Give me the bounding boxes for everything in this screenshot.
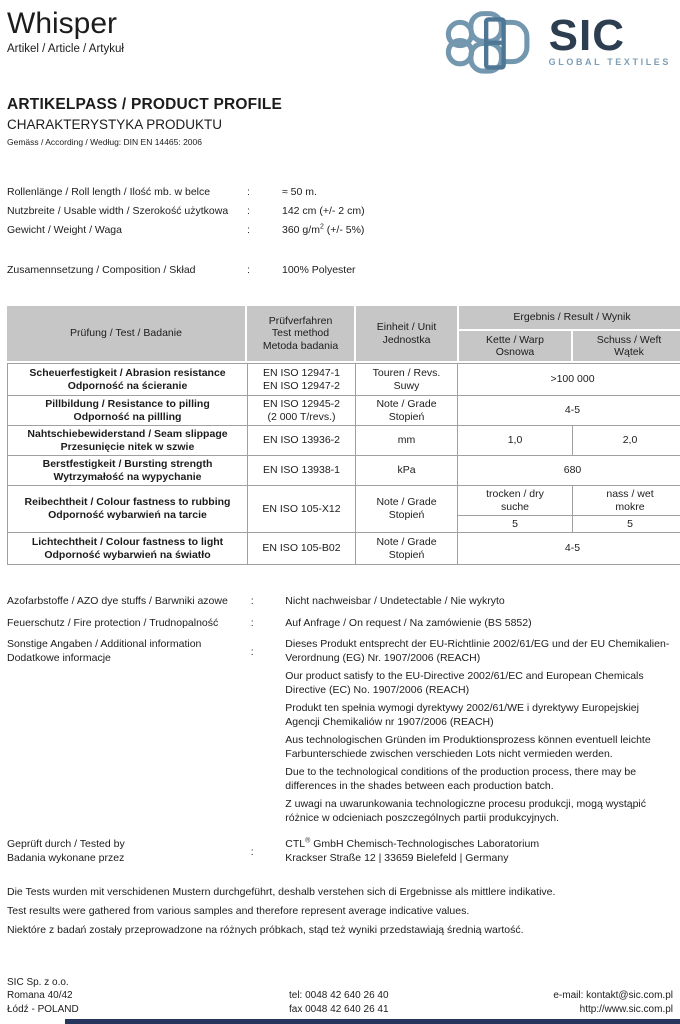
- page-footer: [7, 976, 673, 1017]
- specs-section: [7, 183, 673, 280]
- cell-method: EN ISO 12945-2 (2 000 T/revs.): [248, 396, 356, 426]
- header-cell-weft: Schuss / Weft Wątek: [573, 331, 680, 361]
- cell-test: Reibechtheit / Colour fastness to rubbing Odporność wybarwień na tarcie: [8, 486, 248, 533]
- product-header: [7, 8, 124, 55]
- spec-label: Zusamennsetzung / Composition / Skład: [7, 264, 196, 276]
- spec-label: Nutzbreite / Usable width / Szerokość użytkowa: [7, 205, 229, 217]
- results-table: [7, 306, 673, 565]
- spec-value: 100% Polyester: [282, 264, 356, 276]
- web-contacts: e-mail: kontakt@sic.com.pl http://www.sic.com.pl: [553, 990, 673, 1015]
- cell-result: >100 000: [458, 364, 680, 396]
- detail-label: Feuerschutz / Fire protection / Trudnopalność: [7, 616, 219, 629]
- cell-method: EN ISO 12947-1 EN ISO 12947-2: [248, 364, 356, 396]
- spec-colon: :: [247, 224, 250, 236]
- logo-tagline: GLOBAL TEXTILES: [548, 57, 671, 68]
- spec-label: Gewicht / Weight / Waga: [7, 224, 122, 236]
- header-cell-warp: Kette / Warp Osnowa: [459, 331, 571, 361]
- standard-note: Gemäss / According / Według: DIN EN 14465: 2006: [7, 137, 202, 147]
- header-cell-test: Prüfung / Test / Badanie: [7, 306, 245, 361]
- detail-row-tested-by: [7, 838, 673, 865]
- table-row-rubbing: [8, 486, 680, 516]
- cell-unit: kPa: [356, 456, 458, 486]
- table-row-abrasion: [8, 364, 680, 396]
- cell-result-weft: 5: [573, 516, 680, 533]
- sic-logo-icon: [444, 10, 540, 74]
- cell-result: 4-5: [458, 396, 680, 426]
- cell-result: 680: [458, 456, 680, 486]
- page-header: [7, 8, 673, 74]
- detail-colon: :: [250, 595, 254, 607]
- spec-colon: :: [247, 264, 250, 276]
- spec-colon: :: [247, 186, 250, 198]
- detail-value: Auf Anfrage / On request / Na zamówienie (BS 5852): [285, 616, 532, 629]
- detail-colon: :: [250, 646, 254, 658]
- cell-method: EN ISO 105-X12: [248, 486, 356, 533]
- detail-value: Nicht nachweisbar / Undetectable / Nie wykryto: [285, 595, 505, 607]
- title-block: [7, 96, 673, 147]
- table-header: [7, 306, 673, 361]
- cell-condition-weft: nass / wet mokre: [573, 486, 680, 516]
- detail-colon: :: [250, 846, 254, 858]
- phone-numbers: tel: 0048 42 640 26 40 fax 0048 42 640 26 41: [289, 990, 389, 1015]
- spec-row-usable-width: [7, 202, 673, 221]
- header-cell-unit: Einheit / Unit Jednostka: [356, 306, 457, 361]
- details-section: [7, 595, 673, 865]
- logo-text: [548, 10, 671, 68]
- spec-row-weight: [7, 221, 673, 240]
- detail-value: Dieses Produkt entsprecht der EU-Richtlinie 2002/61/EG und der EU Chemikalien-Verordnung (EG) Nr. 1907/2006 (REACH) Our product satisfy to the EU-Directive 2002/61/EC and European Chemicals Directive (EC) No. 1907/2006 (REACH) Produkt ten spełnia wymogi dyrektywy 2002/61/WE i dyrektywy Europejskiej Agencji Chemikaliów nr 1907/2006 (REACH) Aus technologischen Gründen im Produktionsprozess können eventuell leichte Farbunterschiede zwischen verschieden Lots nicht vermieden werden. Due to the technological conditions of the production process, there may be differences in the shades between each production batch. Z uwagi na uwarunkowania technologiczne procesu produkcji, mogą wystąpić różnice w odcieniach poszczególnych partii produkcyjnych.: [285, 638, 670, 824]
- results-table-body: [7, 363, 680, 565]
- detail-row-azo: [7, 595, 673, 609]
- table-row-light: [8, 533, 680, 565]
- spec-value: ≈ 50 m.: [282, 186, 317, 198]
- cell-result-warp: 5: [458, 516, 573, 533]
- cell-unit: Note / Grade Stopień: [356, 533, 458, 565]
- spec-row-composition: [7, 261, 673, 280]
- cell-unit: Note / Grade Stopień: [356, 396, 458, 426]
- cell-result: 4-5: [458, 533, 680, 565]
- cell-result-weft: 2,0: [573, 426, 680, 456]
- company-logo: [444, 10, 671, 74]
- cell-unit: mm: [356, 426, 458, 456]
- cell-unit: Note / Grade Stopień: [356, 486, 458, 533]
- spec-row-roll-length: [7, 183, 673, 202]
- detail-label: Sonstige Angaben / Additional information Dodatkowe informacje: [7, 638, 202, 664]
- product-name: Whisper: [7, 7, 118, 40]
- table-row-bursting: [8, 456, 680, 486]
- cell-result-warp: 1,0: [458, 426, 573, 456]
- cell-test: Pillbildung / Resistance to pilling Odporność na pillling: [8, 396, 248, 426]
- spec-value: 360 $g/m^2$ (+/- 5%): [282, 223, 365, 236]
- product-label: Artikel / Article / Artykuł: [7, 42, 124, 55]
- document-subtitle: CHARAKTERYSTYKA PRODUKTU: [7, 117, 223, 132]
- cell-test: Berstfestigkeit / Bursting strength Wytrzymałość na wypychanie: [8, 456, 248, 486]
- cell-method: EN ISO 13938-1: [248, 456, 356, 486]
- disclaimer: Die Tests wurden mit verschidenen Mustern durchgeführt, deshalb verstehen sich di Ergebnisse als mittlere indikative. Test results were gathered from various samples and therefore represent average indicative values. Niektóre z badań zostały przeprowadzone na różnych próbkach, stąd też wyniki przedstawiają średnią wartość.: [7, 886, 556, 936]
- cell-method: EN ISO 13936-2: [248, 426, 356, 456]
- detail-row-fire: [7, 617, 673, 631]
- cell-unit: Touren / Revs. Suwy: [356, 364, 458, 396]
- table-row-pilling: [8, 396, 680, 426]
- document-title: ARTIKELPASS / PRODUCT PROFILE: [7, 96, 283, 113]
- footer-bar: [65, 1019, 680, 1024]
- cell-test: Nahtschiebewiderstand / Seam slippage Przesunięcie nitek w szwie: [8, 426, 248, 456]
- lab-address: Krackser Straße 12 | 33659 Bielefeld | Germany: [285, 851, 509, 864]
- logo-name: SIC: [548, 10, 626, 60]
- cell-test: Scheuerfestigkeit / Abrasion resistance Odporność na ścieranie: [8, 364, 248, 396]
- detail-label: Geprüft durch / Tested by Badania wykonane przez: [7, 838, 125, 864]
- header-cell-method: Prüfverfahren Test method Metoda badania: [247, 306, 354, 361]
- header-cell-result-group: Ergebnis / Result / Wynik: [459, 306, 680, 329]
- company-address: SIC Sp. z o.o. Romana 40/42 Łódź - POLAND: [7, 976, 79, 1015]
- lab-name: CTL® GmbH Chemisch-Technologisches Laboratorium: [285, 837, 540, 850]
- spec-value: 142 cm (+/- 2 cm): [282, 205, 365, 217]
- detail-row-additional: [7, 638, 673, 830]
- spec-label: Rollenlänge / Roll length / Ilość mb. w belce: [7, 186, 211, 198]
- spec-colon: :: [247, 205, 250, 217]
- detail-colon: :: [250, 616, 254, 629]
- detail-value-lab: [285, 838, 673, 865]
- cell-method: EN ISO 105-B02: [248, 533, 356, 565]
- detail-label: Azofarbstoffe / AZO dye stuffs / Barwniki azowe: [7, 595, 228, 607]
- table-row-seam-slippage: [8, 426, 680, 456]
- cell-test: Lichtechtheit / Colour fastness to light Odporność wybarwień na światło: [8, 533, 248, 565]
- cell-condition-warp: trocken / dry suche: [458, 486, 573, 516]
